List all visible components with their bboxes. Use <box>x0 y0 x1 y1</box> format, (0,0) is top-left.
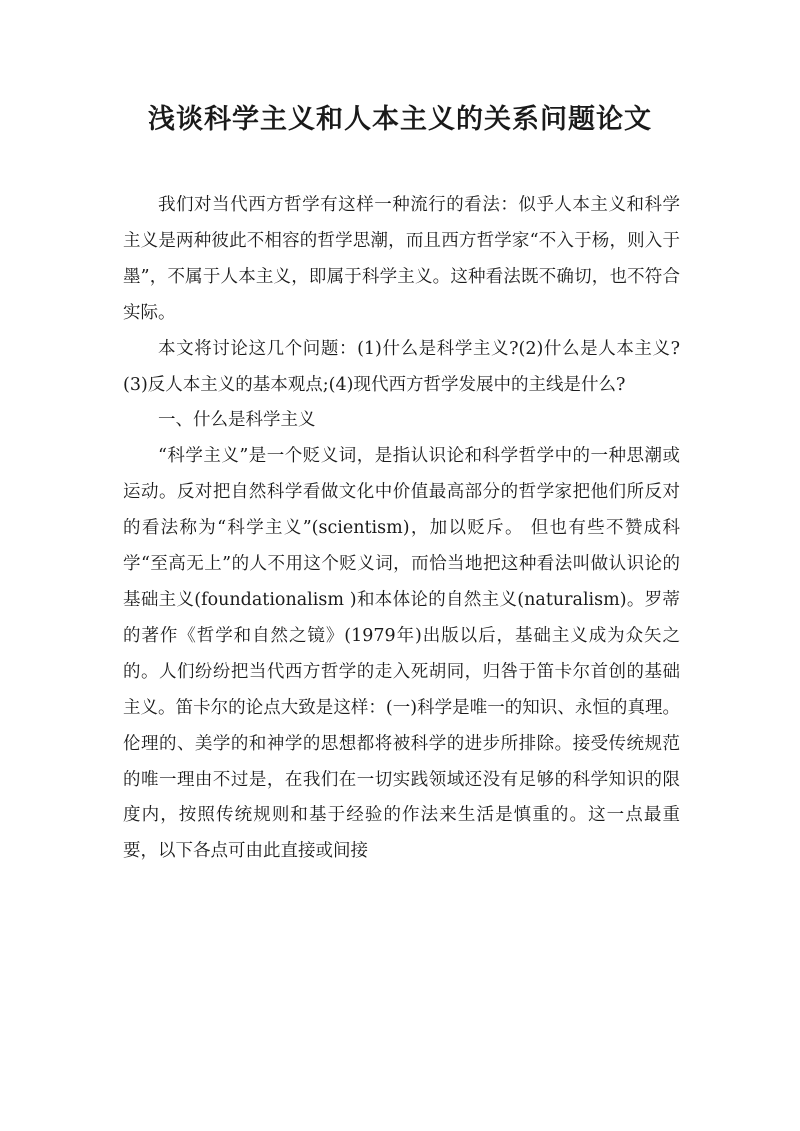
document-body <box>123 188 680 870</box>
paragraph-intro: 我们对当代西方哲学有这样一种流行的看法：似乎人本主义和科学主义是两种彼此不相容的哲学思潮，而且西方哲学家“不入于杨，则入于墨”，不属于人本主义，即属于科学主义。这种看法既不确切，也不符合实际。 <box>123 195 680 323</box>
paragraph-scientism: “科学主义”是一个贬义词，是指认识论和科学哲学中的一种思潮或运动。反对把自然科学看做文化中价值最高部分的哲学家把他们所反对的看法称为“科学主义”(scientism)，加以贬斥。 但也有些不赞成科学“至高无上”的人不用这个贬义词，而恰当地把这种看法叫做认识论的基础主义(foundationalism )和本体论的自然主义(naturalism)。罗蒂的著作《哲学和自然之镜》(1979年)出版以后，基础主义成为众矢之的。人们纷纷把当代西方哲学的走入死胡同，归咎于笛卡尔首创的基础主义。笛卡尔的论点大致是这样：(一)科学是唯一的知识、永恒的真理。伦理的、美学的和神学的思想都将被科学的进步所排除。接受传统规范的唯一理由不过是，在我们在一切实践领域还没有足够的科学知识的限度内，按照传统规则和基于经验的作法来生活是慎重的。这一点最重要，以下各点可由此直接或间接 <box>123 446 680 862</box>
section-heading: 一、什么是科学主义 <box>158 410 316 431</box>
paragraph-questions: 本文将讨论这几个问题：(1)什么是科学主义?(2)什么是人本主义?(3)反人本主义的基本观点;(4)现代西方哲学发展中的主线是什么? <box>123 338 680 395</box>
document-title: 浅谈科学主义和人本主义的关系问题论文 <box>148 104 652 135</box>
